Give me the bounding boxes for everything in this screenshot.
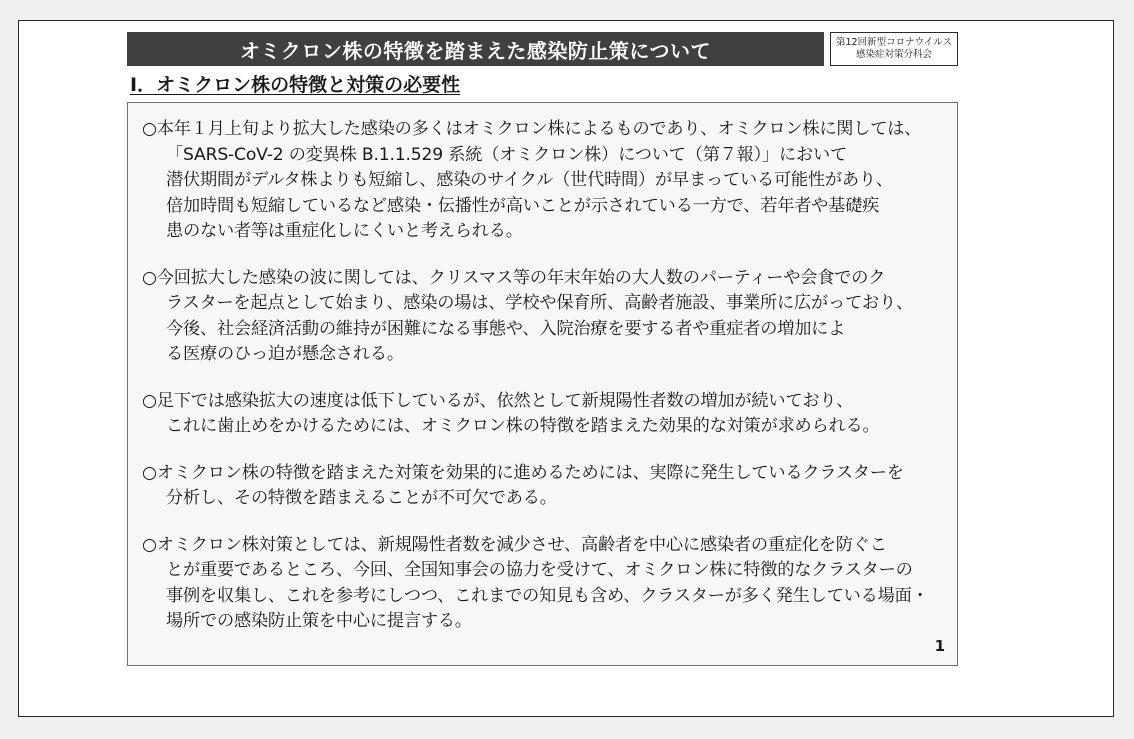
meeting-badge-line1: 第12回新型コロナウイルス <box>835 37 953 48</box>
section-heading: Ⅰ．オミクロン株の特徴と対策の必要性 <box>130 74 461 96</box>
meeting-badge-line2: 感染症対策分科会 <box>855 49 932 60</box>
paragraph-3: ○足下では感染拡大の速度は低下しているが、依然として新規陽性者数の増加が続いており、 これに歯止めをかけるためには、オミクロン株の特徴を踏まえた効果的な対策が求められる。 <box>142 390 880 436</box>
slide-title <box>127 32 824 66</box>
slide-title-text: オミクロン株の特徴を踏まえた感染防止策について <box>239 38 712 63</box>
paragraph-1: ○本年１月上旬より拡大した感染の多くはオミクロン株によるものであり、オミクロン株に関しては、 「SARS-CoV-2 の変異株 B.1.1.529 系統（オミクロン株）について（第７報）」において 潜伏期間がデルタ株よりも短縮し、感染のサイクル（世代時間）が早まっている可能性があり、 倍加時間も短縮しているなど感染・伝播性が高いことが示されている一方で、若年者や基礎疾 患のない者等は重症化しにくいと考えられる。 <box>142 119 922 241</box>
paragraph-2: ○今回拡大した感染の波に関しては、クリスマス等の年末年始の大人数のパーティーや会食でのク ラスターを起点として始まり、感染の場は、学校や保育所、高齢者施設、事業所に広がっており、 今後、社会経済活動の維持が困難になる事態や、入院治療を要する者や重症者の増加によ る医療のひっ迫が懸念される。 <box>142 267 913 364</box>
paragraph-5: ○オミクロン株対策としては、新規陽性者数を減少させ、高齢者を中心に感染者の重症化を防ぐこ とが重要であるところ、今回、全国知事会の協力を受けて、オミクロン株に特徴的なクラスターの 事例を収集し、これを参考にしつつ、これまでの知見も含め、クラスターが多く発生している場面・ 場所での感染防止策を中心に提言する。 <box>142 534 929 631</box>
meeting-badge <box>830 32 958 66</box>
paragraph-4: ○オミクロン株の特徴を踏まえた対策を効果的に進めるためには、実際に発生しているクラスターを 分析し、その特徴を踏まえることが不可欠である。 <box>142 462 904 508</box>
content-box <box>127 102 958 666</box>
page-number: 1 <box>934 637 945 655</box>
